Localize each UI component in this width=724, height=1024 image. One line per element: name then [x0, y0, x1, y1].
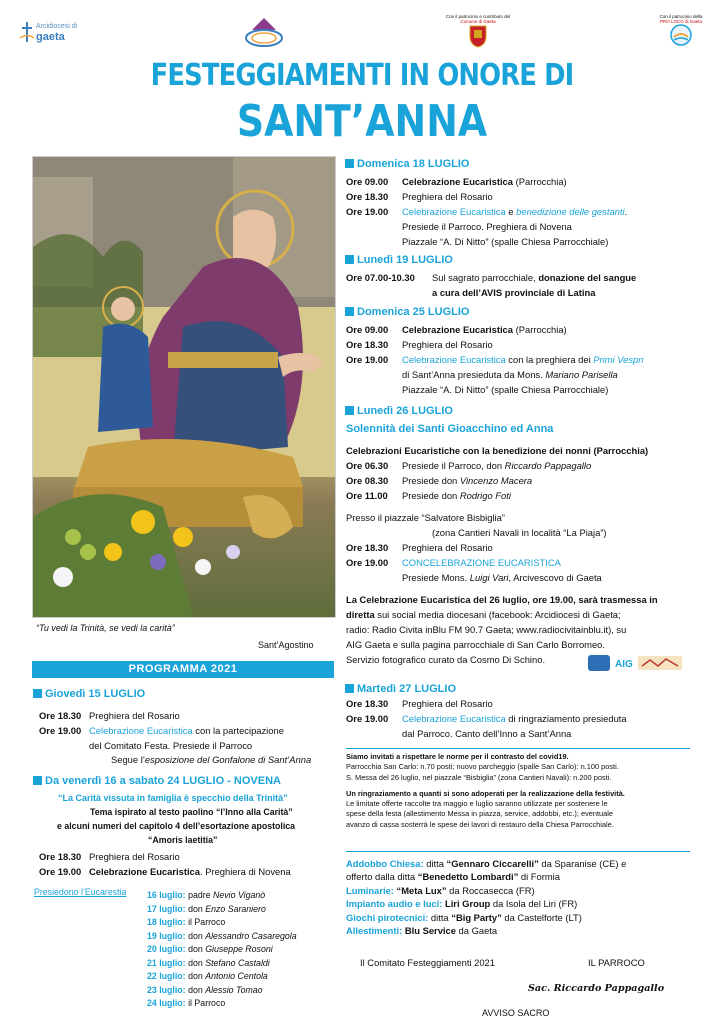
- sant-anna-statue-photo: [32, 156, 336, 618]
- time: Ore 18.30: [39, 710, 82, 721]
- bullet-square-icon: [33, 776, 42, 785]
- covid-notice: Siamo invitati a rispettare le norme per il contrasto del covid19. Parrocchia San Carlo: n.70 posti; nuovo parcheggio (spalle San Carlo): n.100 posti. S. Messa del 26 luglio, nel piazzale “Bisbiglia” (zona Cantieri Navali): n.200 posti. Un ringraziamento a quanti si sono adoperati per la realizzazione della festività. Le limitate offerte raccolte tra maggio e luglio saranno utilizzate per sostenere le spese della festa (allestimento Messa in piazza, service, addobbi, etc.); eventuale avanzo di cassa sosterrà le spese dei lavori di restauro della Chiesa Parrocchiale.: [346, 752, 625, 829]
- novena-theme-2: e alcuni numeri del capitolo 4 dell’esortazione apostolica: [57, 821, 296, 831]
- d25-row-1: Ore 09.00 Celebrazione Eucaristica (Parrocchia): [346, 324, 567, 335]
- heading-text: Domenica 25 LUGLIO: [357, 306, 470, 318]
- bullet-square-icon: [345, 406, 354, 415]
- celebrants-list: [147, 889, 297, 1011]
- avviso-sacro: AVVISO SACRO: [482, 1008, 550, 1018]
- heading-text: Lunedì 19 LUGLIO: [357, 254, 453, 266]
- list-item: 20 luglio: don Giuseppe Rosoni: [147, 944, 273, 954]
- event-italic: esposizione del Gonfalone di Sant’Anna: [144, 754, 312, 765]
- d26-row-4: Ore 18.30 Preghiera del Rosario: [346, 542, 493, 553]
- bullet-square-icon: [345, 159, 354, 168]
- title-line1: FESTEGGIAMENTI IN ONORE DI: [150, 58, 574, 93]
- d18-row-3-cont2: Piazzale “A. Di Nitto” (spalle Chiesa Parrocchiale): [402, 236, 609, 247]
- broadcast-info: La Celebrazione Eucaristica del 26 luglio, ore 19.00, sarà trasmessa in diretta sui social media diocesani (facebook: Arcidiocesi di Gaeta; radio: Radio Civita inBlu FM 90.7 Gaeta; www.radiocivitainblu.it), su AIG Gaeta e sulla pagina parrocchiale di San Carlo Borromeo. Servizio fotografico curato da Cosmo Di Schino.: [346, 594, 658, 665]
- bullet-square-icon: [345, 684, 354, 693]
- presiedono-label: Presiedono l’Eucarestia: [34, 887, 127, 897]
- notice-top-divider: [346, 748, 690, 749]
- d25-row-3: Ore 19.00 Celebrazione Eucaristica con la preghiera dei Primi Vespri: [346, 354, 644, 365]
- programma-heading: PROGRAMMA 2021: [32, 661, 334, 678]
- logo-small-text: Arcidiocesi di: [36, 23, 78, 30]
- d19-row-1: Ore 07.00-10.30 Sul sagrato parrocchiale, donazione del sangue: [346, 272, 637, 283]
- event-text: Segue l’: [111, 754, 145, 765]
- heading-text: Domenica 18 LUGLIO: [357, 158, 470, 170]
- list-item: 24 luglio: il Parroco: [147, 998, 226, 1008]
- quote-author: Sant’Agostino: [258, 640, 314, 650]
- lunedi-19-heading: [345, 254, 453, 266]
- giovedi-heading-text: Giovedì 15 LUGLIO: [45, 688, 146, 700]
- event-highlight: Celebrazione Eucaristica: [89, 725, 193, 736]
- d27-row-2-cont: dal Parroco. Canto dell’Inno a Sant’Anna: [402, 728, 572, 739]
- d26-row-3: Ore 11.00 Presiede don Rodrigo Foti: [346, 490, 511, 501]
- event-bold: Celebrazione Eucaristica: [89, 866, 200, 877]
- bullet-square-icon: [345, 255, 354, 264]
- novena-heading-text: Da venerdì 16 a sabato 24 LUGLIO - NOVENA: [45, 775, 281, 787]
- giovedi-row-1: [39, 710, 180, 721]
- svg-text:AIG: AIG: [615, 659, 633, 670]
- d26-location: Presso il piazzale “Salvatore Bisbiglia”: [346, 512, 505, 523]
- d27-row-1: Ore 18.30 Preghiera del Rosario: [346, 698, 493, 709]
- martedi-27-heading: [345, 683, 456, 695]
- parroco-signature: Sac. Riccardo Pappagallo: [528, 983, 665, 994]
- statue-illustration: [33, 157, 335, 617]
- d26-location-2: (zona Cantieri Navali in località “La Piaja”): [432, 527, 607, 538]
- d25-row-3-cont: di Sant’Anna presieduta da Mons. Mariano Parisella: [402, 369, 618, 380]
- novena-theme-1: Tema ispirato al testo paolino “l’Inno alla Carità”: [90, 807, 293, 817]
- time: Ore 18.30: [39, 851, 82, 862]
- giovedi-row-2-cont2: [111, 754, 311, 765]
- arcidiocesi-gaeta-logo: [20, 22, 100, 44]
- novena-heading: [33, 775, 281, 787]
- heading-text: Martedì 27 LUGLIO: [357, 683, 457, 695]
- media-logos-icon: [588, 654, 684, 672]
- time: Ore 19.00: [39, 725, 82, 736]
- d26-row-5-cont: Presiede Mons. Luigi Vari, Arcivescovo di Gaeta: [402, 572, 602, 583]
- heading-text: Lunedì 26 LUGLIO: [357, 405, 453, 417]
- proloco-line2: PRO LOCO di Gaeta: [659, 19, 703, 24]
- novena-theme-3: “Amoris laetitia”: [148, 835, 218, 845]
- logo-big-text: gaeta: [36, 31, 65, 43]
- novena-row-2: [39, 866, 291, 877]
- comune-line2: Comune di Gaeta: [460, 19, 496, 24]
- list-item: 16 luglio: padre Nevio Viganò: [147, 890, 266, 900]
- lunedi-26-heading: [345, 405, 453, 417]
- d18-row-3: Ore 19.00 Celebrazione Eucaristica e benedizione delle gestanti.: [346, 206, 628, 217]
- proloco-gaeta-logo: [648, 14, 714, 58]
- list-item: 22 luglio: don Antonio Centola: [147, 971, 268, 981]
- title-line2: SANT’ANNA: [236, 96, 488, 147]
- event-text: Preghiera del Rosario: [89, 851, 180, 862]
- d26-row-5: Ore 19.00 CONCELEBRAZIONE EUCARISTICA: [346, 557, 561, 568]
- notice-bottom-divider: [346, 851, 690, 852]
- giovedi-row-2-cont: del Comitato Festa. Presiede il Parroco: [89, 740, 253, 751]
- event-text: . Preghiera di Novena: [200, 866, 291, 877]
- photo-quote: “Tu vedi la Trinità, se vedi la carità”: [36, 623, 175, 633]
- domenica-25-heading: [345, 306, 469, 318]
- coat-of-arms-icon: [469, 24, 487, 48]
- proloco-emblem-icon: [670, 24, 692, 46]
- bullet-square-icon: [33, 689, 42, 698]
- bullet-square-icon: [345, 307, 354, 316]
- d25-row-2: Ore 18.30 Preghiera del Rosario: [346, 339, 493, 350]
- d18-row-3-cont: Presiede il Parroco. Preghiera di Novena: [402, 221, 572, 232]
- comitato-signature: Il Comitato Festeggiamenti 2021: [360, 957, 495, 968]
- domenica-18-heading: [345, 158, 469, 170]
- list-item: 17 luglio: don Enzo Saraniero: [147, 903, 266, 914]
- list-item: 19 luglio: don Alessandro Casaregola: [147, 930, 297, 941]
- novena-theme: “La Carità vissuta in famiglia è specchio della Trinità”: [58, 793, 288, 803]
- list-item: 23 luglio: don Alessio Tomao: [147, 984, 263, 995]
- d25-row-3-cont2: Piazzale “A. Di Nitto” (spalle Chiesa Parrocchiale): [402, 384, 609, 395]
- d26-row-2: Ore 08.30 Presiede don Vincenzo Macera: [346, 475, 533, 486]
- d26-row-1: Ore 06.30 Presiede il Parroco, don Riccardo Pappagallo: [346, 460, 592, 471]
- comune-line1: Con il patrocinio e contributo del: [445, 14, 511, 19]
- d19-row-1-cont: a cura dell’AVIS provinciale di Latina: [432, 287, 596, 298]
- d18-row-1: Ore 09.00 Celebrazione Eucaristica (Parrocchia): [346, 176, 567, 187]
- proloco-line1: Con il patrocinio della: [659, 14, 703, 19]
- parroco-label: IL PARROCO: [588, 957, 645, 968]
- novena-row-1: [39, 851, 180, 862]
- list-item: 21 luglio: don Stefano Castaldi: [147, 957, 270, 968]
- list-item: 18 luglio: il Parroco: [147, 917, 226, 927]
- anniversary-logo-icon: [240, 14, 288, 50]
- cross-icon: [20, 22, 34, 42]
- time: Ore 19.00: [39, 866, 82, 877]
- comune-gaeta-logo: [438, 14, 518, 58]
- d18-row-2: Ore 18.30 Preghiera del Rosario: [346, 191, 493, 202]
- giovedi-heading: [33, 688, 145, 700]
- d27-row-2: Ore 19.00 Celebrazione Eucaristica di ringraziamento presieduta: [346, 713, 627, 724]
- event-text: con la partecipazione: [192, 725, 284, 736]
- giovedi-row-2: [39, 725, 284, 736]
- event-text: Preghiera del Rosario: [89, 710, 180, 721]
- d26-celebrations: Celebrazioni Eucaristiche con la benedizione dei nonni (Parrocchia): [346, 445, 649, 456]
- d26-subtitle: Solennità dei Santi Gioacchino ed Anna: [346, 423, 554, 435]
- credits: Addobbo Chiesa: ditta “Gennaro Ciccarelli” da Sparanise (CE) e offerto dalla ditta “Benedetto Lombardi” di Formia Luminarie: “Meta Lux” da Roccasecca (FR) Impianto audio e luci: Liri Group da Isola del Liri (FR) Giochi pirotecnici: ditta “Big Party” da Castelforte (LT) Allestimenti: Blu Service da Gaeta: [346, 858, 627, 937]
